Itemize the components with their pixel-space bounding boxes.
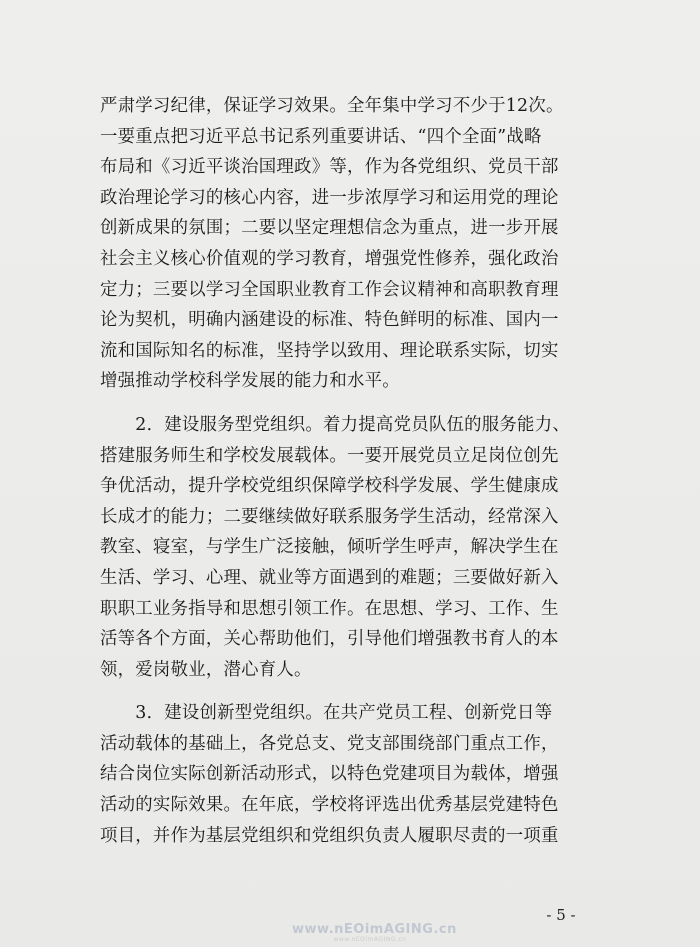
text-line: 论为契机，明确内涵建设的标准、特色鲜明的标准、国内一 <box>100 310 559 331</box>
text-line: 教室、寝室，与学生广泛接触，倾听学生呼声，解决学生在 <box>100 537 559 558</box>
text-line: 争优活动，提升学校党组织保障学校科学发展、学生健康成 <box>100 476 559 497</box>
paragraph-spacer <box>100 685 620 698</box>
text-line: 长成才的能力；二要继续做好联系服务学生活动，经常深入 <box>100 506 559 527</box>
text-line: 活动的实际效果。在年底，学校将评选出优秀基层党建特色 <box>100 795 559 816</box>
text-line: 领，爱岗敬业，潜心育人。 <box>100 659 312 680</box>
text-line: 生活、学习、心理、就业等方面遇到的难题；三要做好新入 <box>100 567 559 588</box>
text-line: 结合岗位实际创新活动形式，以特色党建项目为载体，增强 <box>100 764 559 785</box>
text-line: 增强推动学校科学发展的能力和水平。 <box>100 371 400 392</box>
text-line: 政治理论学习的核心内容，进一步浓厚学习和运用党的理论 <box>100 187 559 208</box>
paragraph-spacer <box>100 397 620 410</box>
body-text <box>100 91 620 851</box>
text-line: 项目，并作为基层党组织和党组织负责人履职尽责的一项重 <box>100 825 559 846</box>
text-line: 创新成果的氛围；二要以坚定理想信念为重点，进一步开展 <box>100 218 559 239</box>
text-line: 布局和《习近平谈治国理政》等，作为各党组织、党员干部 <box>100 157 559 178</box>
text-line: 3．建设创新型党组织。在共产党员工程、创新党日等 <box>100 703 553 724</box>
text-line: 流和国际知名的标准，坚持学以致用、理论联系实际，切实 <box>100 340 559 361</box>
text-line: 活等各个方面，关心帮助他们，引导他们增强教书育人的本 <box>100 629 559 650</box>
text-line: 职职工业务指导和思想引领工作。在思想、学习、工作、生 <box>100 598 559 619</box>
watermark-logo: www.nEOimAGING.cn <box>292 922 457 937</box>
text-line: 搭建服务师生和学校发展载体。一要开展党员立足岗位创先 <box>100 445 559 466</box>
page-number: - 5 - <box>546 906 576 924</box>
paragraph-1 <box>100 91 620 397</box>
watermark-subtext: www.nEOimAGING.cn <box>333 936 407 943</box>
text-line: 社会主义核心价值观的学习教育，增强党性修养，强化政治 <box>100 248 559 269</box>
text-line: 活动载体的基础上，各党总支、党支部围绕部门重点工作， <box>100 733 559 754</box>
text-line: 2．建设服务型党组织。着力提高党员队伍的服务能力、 <box>100 414 570 435</box>
text-line: 定力；三要以学习全国职业教育工作会议精神和高职教育理 <box>100 279 559 300</box>
text-line: 一要重点把习近平总书记系列重要讲话、“四个全面”战略 <box>100 126 542 147</box>
paragraph-2 <box>100 410 620 685</box>
text-line: 严肃学习纪律，保证学习效果。全年集中学习不少于12次。 <box>100 96 564 116</box>
paragraph-3 <box>100 698 620 851</box>
